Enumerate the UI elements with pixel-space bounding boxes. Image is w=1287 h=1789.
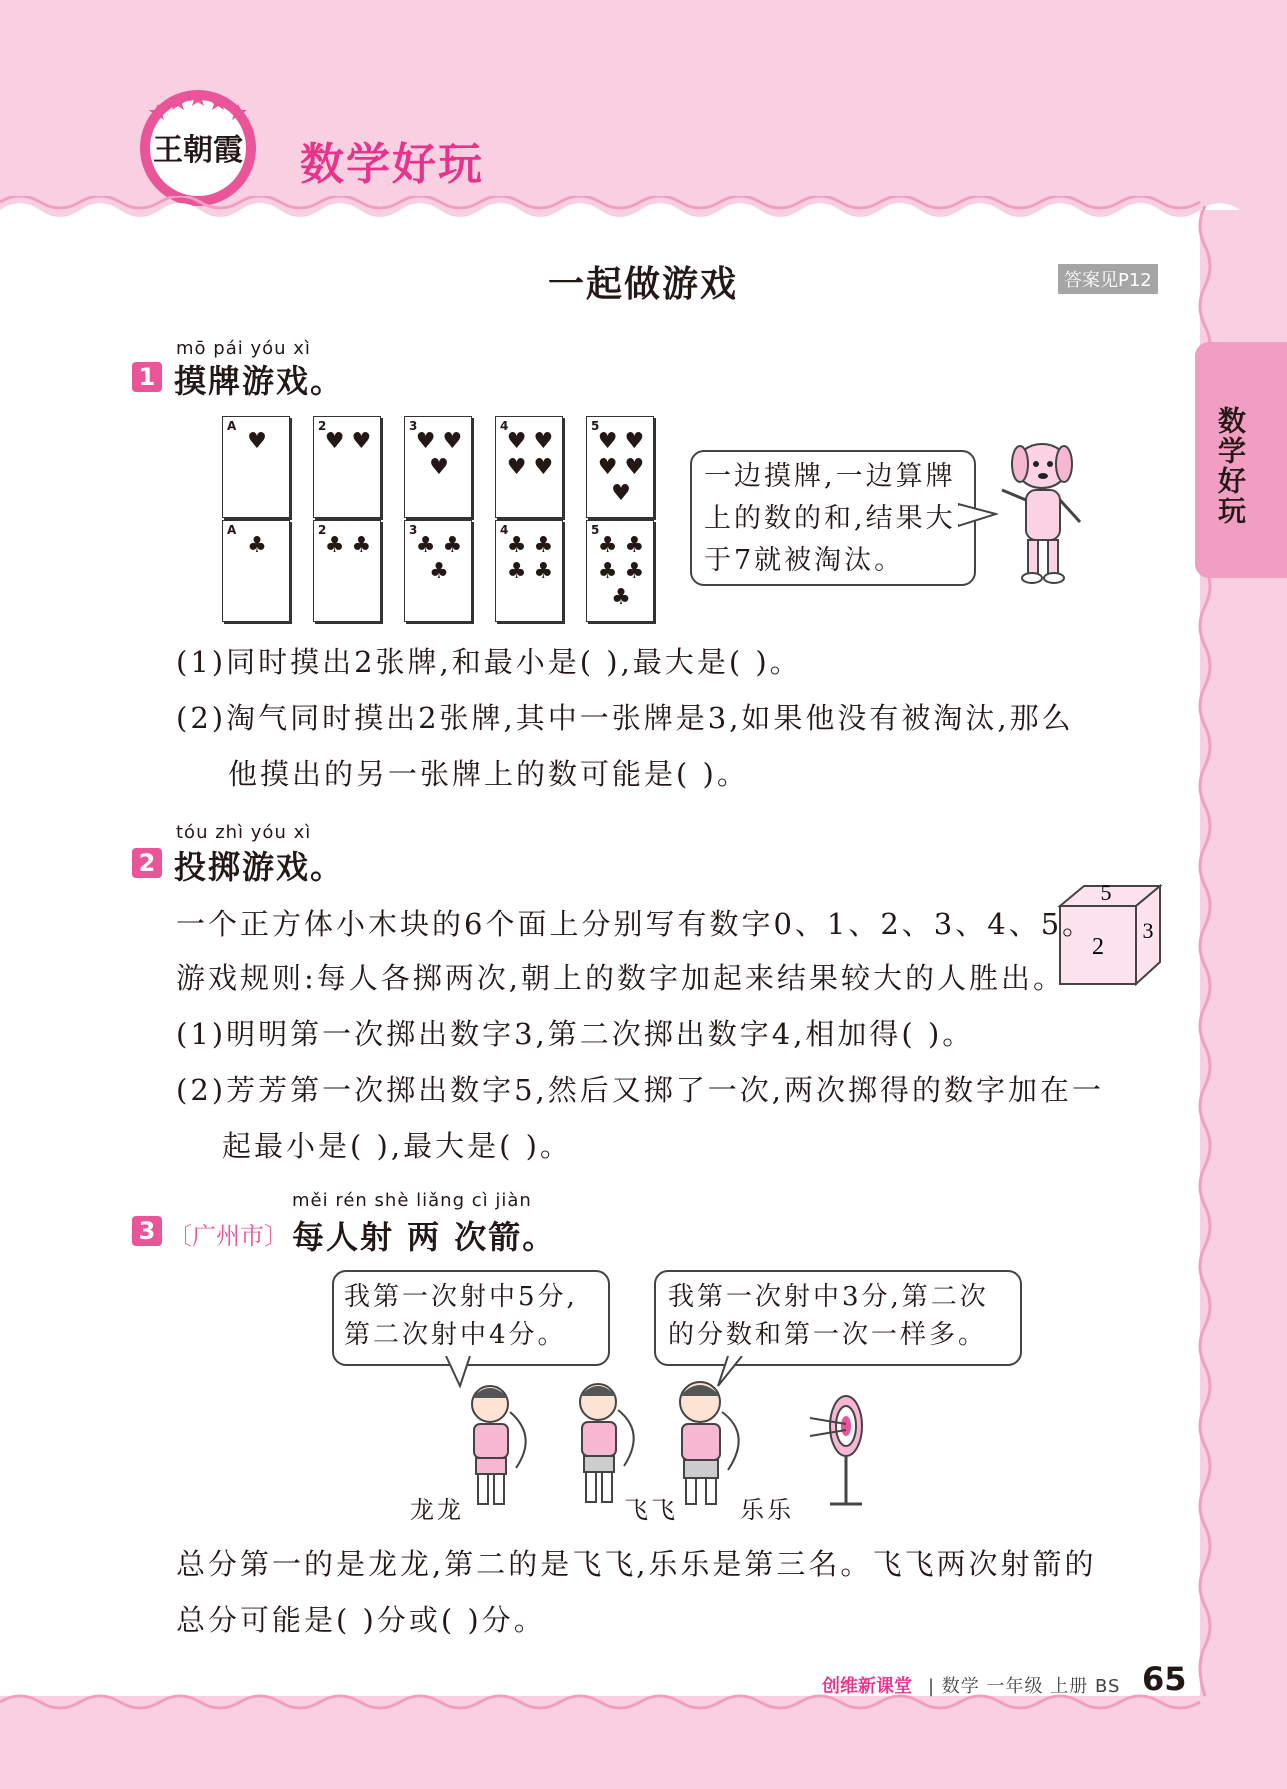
q3-number-badge: 3 (132, 1216, 162, 1246)
q3-bubble-right-text: 我第一次射中3分,第二次 的分数和第一次一样多。 (668, 1282, 989, 1350)
q1-bubble-text: 一边摸牌,一边算牌 上的数的和,结果大 于7就被淘汰。 (704, 461, 956, 576)
q1-number-badge: 1 (132, 362, 162, 392)
card-rank: 2 (318, 523, 327, 537)
boy-feifei-icon (580, 1384, 634, 1502)
card-rank: 5 (591, 523, 600, 537)
q2-subquestion-2b: 起最小是( ),最大是( )。 (222, 1129, 572, 1163)
archery-target-icon (810, 1396, 862, 1504)
q2-line-1: 一个正方体小木块的6个面上分别写有数字0、1、2、3、4、5。 (176, 907, 1095, 941)
cube-top-number: 5 (1100, 882, 1112, 905)
heart-icon: ♥ ♥ ♥ (415, 429, 463, 480)
playing-card (495, 520, 563, 622)
q2-title: 投掷游戏。 (174, 848, 345, 886)
boy-longlong-icon (472, 1386, 526, 1504)
q2-line-2: 游戏规则:每人各掷两次,朝上的数字加起来结果较大的人胜出。 (176, 961, 1065, 995)
heart-icon: ♥ (247, 429, 267, 454)
club-icon: ♣ ♣ (324, 533, 372, 558)
q2-number-badge: 2 (132, 848, 162, 878)
playing-card (222, 416, 290, 518)
brand-logo (136, 86, 260, 210)
card-rank: 3 (409, 419, 418, 433)
q3-bubble-left-text: 我第一次射中5分, 第二次射中4分。 (344, 1282, 578, 1350)
heart-icon: ♥ ♥ ♥ ♥ ♥ (597, 429, 645, 506)
playing-card (313, 416, 381, 518)
club-icon: ♣ ♣ ♣ (415, 533, 463, 584)
page-heading: 一起做游戏 (548, 264, 739, 305)
q2-pinyin: tóu zhì yóu xì (176, 822, 312, 843)
side-tab-label: 数学好玩 (1214, 406, 1247, 526)
card-rank: 3 (409, 523, 418, 537)
playing-card (586, 416, 654, 518)
q1-title: 摸牌游戏。 (174, 362, 345, 400)
q1-subquestion-2a: (2)淘气同时摸出2张牌,其中一张牌是3,如果他没有被淘汰,那么 (176, 701, 1074, 735)
q3-title: 每人射 两 次箭。 (292, 1218, 557, 1256)
page-number: 65 (1142, 1660, 1187, 1698)
club-icon: ♣ ♣ ♣ ♣ (506, 533, 554, 584)
q3-speech-bubble-left (332, 1270, 610, 1366)
heart-icon: ♥ ♥ ♥ ♥ (506, 429, 554, 480)
svg-text:王朝霞: 王朝霞 (153, 133, 243, 168)
card-rank: 5 (591, 419, 600, 433)
name-label-longlong: 龙龙 (410, 1496, 464, 1524)
playing-card (313, 520, 381, 622)
playing-card (222, 520, 290, 622)
answer-reference: 答案见P12 (1058, 264, 1158, 294)
cartoon-dog-icon (996, 436, 1086, 590)
heart-icon: ♥ ♥ (324, 429, 372, 454)
cube-front-number: 2 (1092, 934, 1104, 960)
q1-speech-bubble (690, 450, 976, 586)
playing-card (586, 520, 654, 622)
q1-subquestion-2b: 他摸出的另一张牌上的数可能是( )。 (228, 757, 749, 791)
club-icon: ♣ ♣ ♣ ♣ ♣ (597, 533, 645, 610)
section-title: 数学好玩 (300, 139, 484, 190)
card-rank: A (227, 419, 237, 433)
boy-lele-icon (680, 1382, 739, 1504)
q3-speech-bubble-right (654, 1270, 1022, 1366)
playing-card (495, 416, 563, 518)
q3-pinyin: měi rén shè liǎng cì jiàn (292, 1190, 532, 1211)
footer-brand: 创维新课堂 (822, 1676, 912, 1697)
q2-subquestion-1: (1)明明第一次掷出数字3,第二次掷出数字4,相加得( )。 (176, 1017, 975, 1051)
footer-book-info: | 数学 一年级 上册 BS (928, 1676, 1121, 1697)
q3-line-2: 总分可能是( )分或( )分。 (176, 1603, 546, 1637)
q1-subquestion-1: (1)同时摸出2张牌,和最小是( ),最大是( )。 (176, 645, 802, 679)
card-rank: 4 (500, 523, 509, 537)
q1-pinyin: mō pái yóu xì (176, 338, 311, 359)
card-rank: A (227, 523, 237, 537)
cube-side-number: 3 (1142, 918, 1154, 943)
name-label-lele: 乐乐 (740, 1496, 794, 1524)
card-rank: 2 (318, 419, 327, 433)
archers-illustration (460, 1376, 900, 1514)
club-icon: ♣ (247, 533, 267, 558)
q3-line-1: 总分第一的是龙龙,第二的是飞飞,乐乐是第三名。飞飞两次射箭的 (176, 1547, 1097, 1581)
q1-bubble-tail (958, 500, 998, 530)
playing-card (404, 416, 472, 518)
playing-card (404, 520, 472, 622)
card-rank: 4 (500, 419, 509, 433)
q2-subquestion-2a: (2)芳芳第一次掷出数字5,然后又掷了一次,两次掷得的数字加在一 (176, 1073, 1104, 1107)
q3-region-tag: 〔广州市〕 (168, 1222, 288, 1250)
name-label-feifei: 飞飞 (624, 1496, 678, 1524)
